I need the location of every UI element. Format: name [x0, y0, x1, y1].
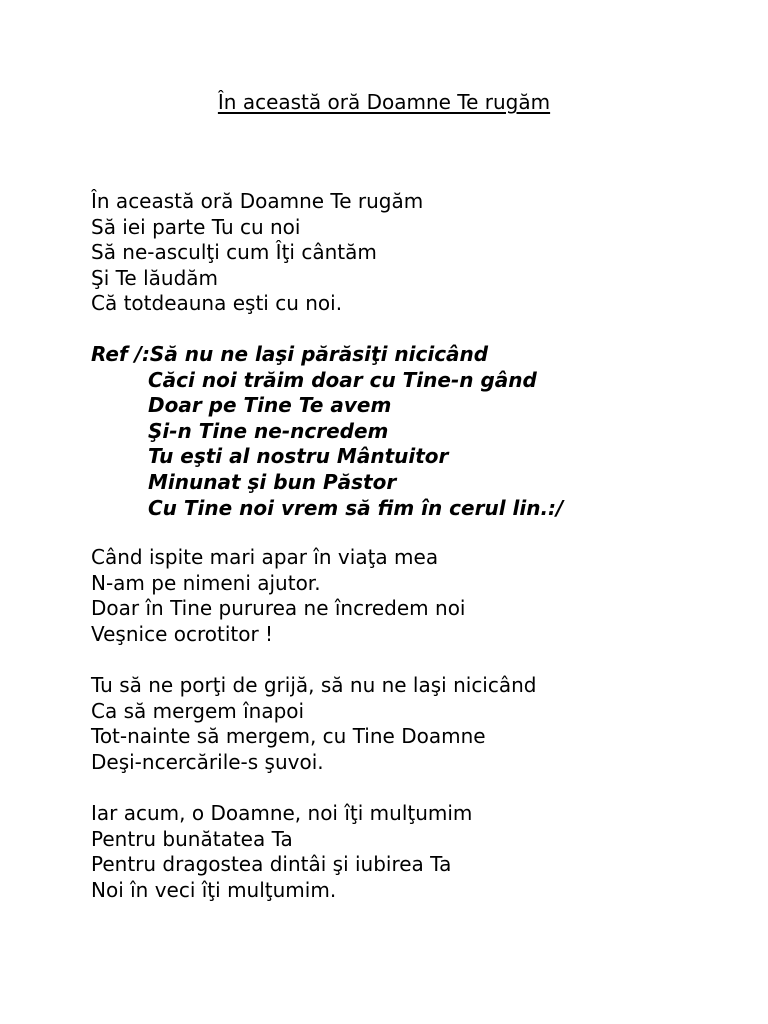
stanza-4 [91, 801, 472, 903]
refrain-line: Ref /:Să nu ne laşi părăsiţi nicicând [91, 342, 489, 366]
lyric-line: Când ispite mari apar în viaţa mea [91, 545, 439, 569]
lyric-line: Iar acum, o Doamne, noi îţi mulţumim [91, 801, 473, 825]
refrain [91, 342, 563, 521]
refrain-line: Tu eşti al nostru Mântuitor [148, 444, 449, 469]
lyric-line: Să ne-asculţi cum Îţi cântăm [91, 240, 377, 265]
lyric-line: Veşnice ocrotitor ! [91, 621, 274, 646]
lyric-line: Că totdeauna eşti cu noi. [91, 291, 343, 316]
refrain-line: Cu Tine noi vrem să fim în cerul lin.:/ [148, 495, 564, 520]
stanza-1 [91, 189, 423, 317]
refrain-line: Doar pe Tine Te avem [148, 393, 392, 418]
lyric-line: Doar în Tine pururea ne încredem noi [91, 596, 466, 621]
document-title: În această oră Doamne Te rugăm [217, 90, 551, 114]
lyric-line: Deşi-ncercările-s şuvoi. [91, 749, 324, 774]
lyric-line: Tot-nainte să mergem, cu Tine Doamne [91, 724, 486, 749]
lyric-line: Pentru bunătatea Ta [91, 826, 293, 851]
lyric-line: N-am pe nimeni ajutor. [91, 570, 321, 595]
stanza-3 [91, 673, 537, 775]
lyric-line: Şi Te lăudăm [91, 265, 219, 290]
lyric-line: Tu să ne porţi de grijă, să nu ne laşi nicicând [91, 673, 537, 697]
lyric-line: Ca să mergem înapoi [91, 698, 305, 723]
refrain-line: Căci noi trăim doar cu Tine-n gând [148, 367, 537, 392]
refrain-line: Şi-n Tine ne-ncredem [148, 418, 389, 443]
refrain-line: Minunat şi bun Păstor [148, 469, 397, 494]
lyric-line: Să iei parte Tu cu noi [91, 214, 301, 239]
lyric-line: Pentru dragostea dintâi şi iubirea Ta [91, 852, 452, 877]
stanza-2 [91, 545, 466, 647]
lyric-line: Noi în veci îţi mulţumim. [91, 877, 337, 902]
lyric-line: În această oră Doamne Te rugăm [91, 189, 424, 213]
